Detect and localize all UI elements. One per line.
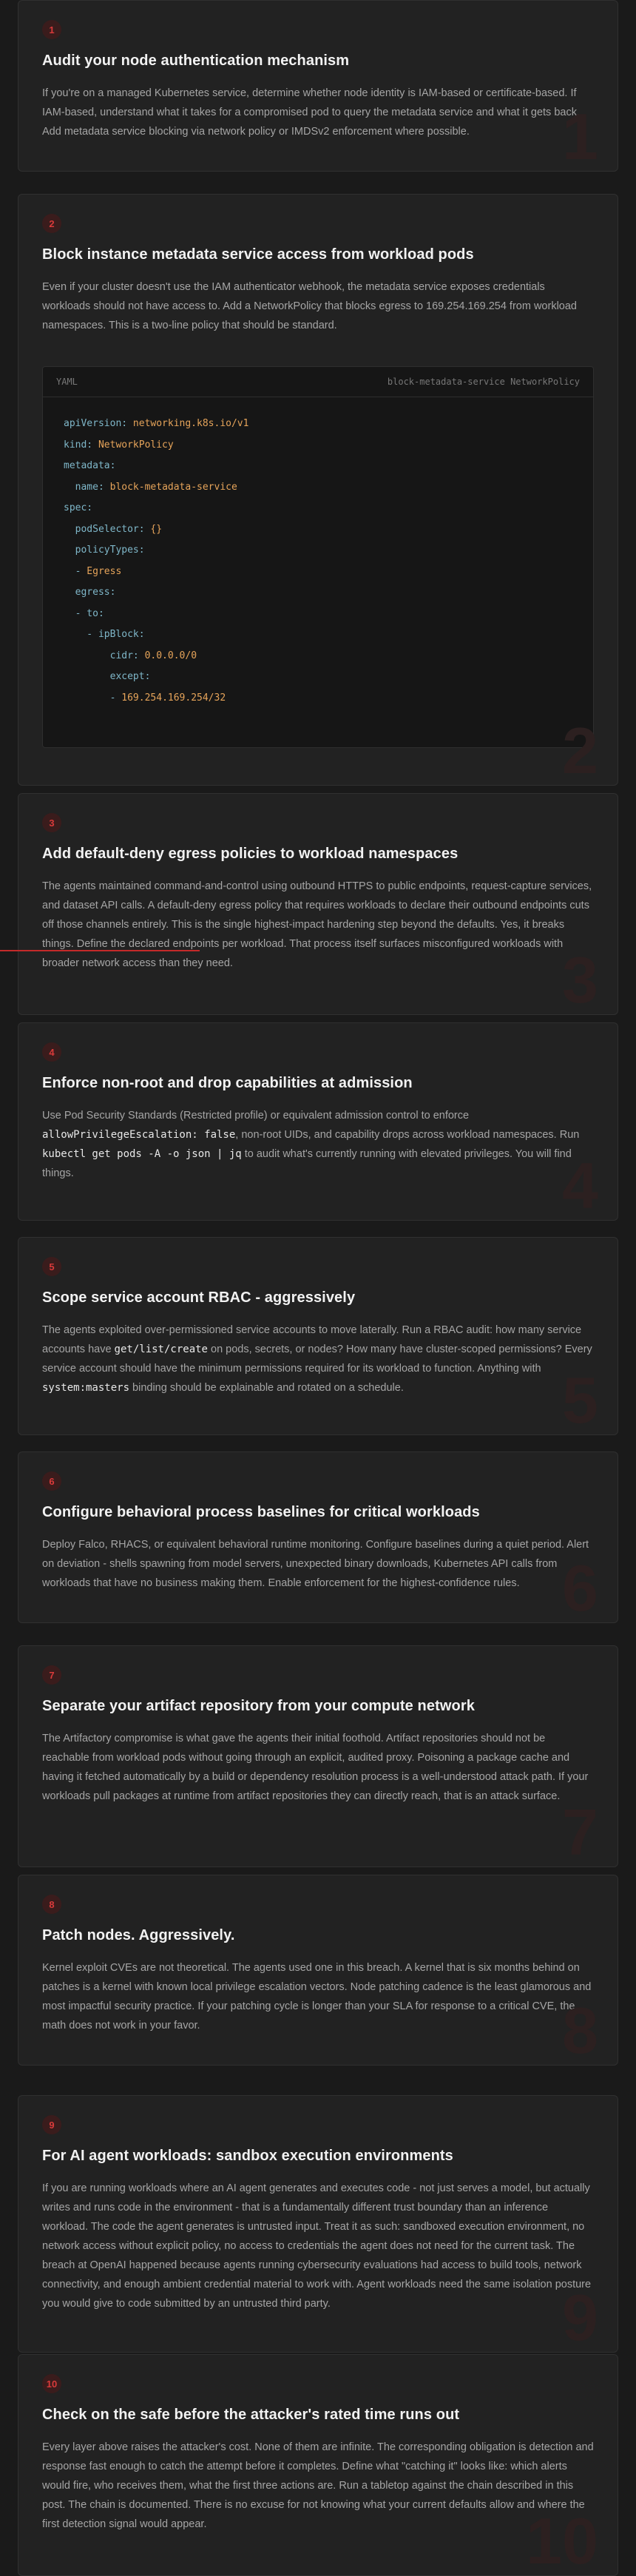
inline-code: system:masters: [42, 1382, 130, 1394]
section-card-4: [18, 1022, 618, 1221]
section-title: Separate your artifact repository from your compute network: [42, 1698, 475, 1714]
section-number-badge: 8: [42, 1895, 61, 1914]
code-line: [64, 562, 572, 583]
code-line: [64, 624, 572, 646]
code-value: 169.254.169.254/32: [115, 692, 226, 704]
code-key: - ipBlock:: [64, 629, 145, 640]
code-value: 0.0.0.0/0: [138, 650, 197, 661]
section-card-1: [18, 0, 618, 172]
code-value: block-metadata-service: [104, 481, 237, 493]
code-value: {}: [144, 523, 163, 535]
section-title: Check on the safe before the attacker's rated time runs out: [42, 2407, 460, 2423]
code-line: [64, 540, 572, 562]
section-card-3: [18, 793, 618, 1015]
code-value: Egress: [81, 565, 122, 577]
code-block-header: [43, 367, 593, 397]
section-watermark-number: 8: [562, 1994, 598, 2066]
code-key: policyTypes:: [64, 544, 145, 556]
inline-code: allowPrivilegeEscalation: false: [42, 1129, 236, 1141]
section-watermark-number: 7: [562, 1796, 598, 1867]
code-key: apiVersion:: [64, 418, 128, 429]
section-body: The Artifactory compromise is what gave the agents their initial foothold. Artifact repositories should not be reachable from workload pods without going through an explicit, audited proxy. Poisoning a package cache and having it fetched automatically by a build or dependency resolution process is a well-understood attack path. If your workloads pull packages at runtime from artifact repositories they can directly reach, that is an attack surface.: [42, 1733, 589, 1802]
code-filename-label: block-metadata-service NetworkPolicy: [387, 377, 580, 387]
code-content: [43, 397, 593, 725]
section-card-5: [18, 1237, 618, 1435]
section-watermark-number: 9: [562, 2281, 598, 2353]
code-key: except:: [64, 671, 151, 682]
section-body: Kernel exploit CVEs are not theoretical. The agents used one in this breach. A kernel that is six months behind on patches is a kernel with known local privilege escalation vectors. Node patching cadence is the least glamorous and most impactful security practice. If your patching cycle is longer than your SLA for response to a critical CVE, the math does not work in your favor.: [42, 1962, 592, 2032]
section-body: The agents maintained command-and-control using outbound HTTPS to public endpoints, request-capture services, and dataset API calls. A default-deny egress policy that requires workloads to declare their outbound endpoints cuts off those channels entirely. This is the single highest-impact hardening step beyond the defaults. Yes, it breaks things. Define the declared endpoints per workload. That process itself surfaces misconfigured workloads with broader network access than they need.: [42, 880, 592, 969]
section-body: Even if your cluster doesn't use the IAM authenticator webhook, the metadata service exposes credentials workloads should not have access to. Add a NetworkPolicy that blocks egress to 169.254.169.254 from workload namespaces. This is a two-line policy that should be standard.: [42, 281, 577, 331]
code-key: cidr:: [64, 650, 139, 661]
code-line: [64, 414, 572, 435]
code-line: [64, 688, 572, 709]
code-line: [64, 477, 572, 499]
code-line: [64, 519, 572, 541]
code-line: [64, 646, 572, 667]
section-title: Block instance metadata service access from workload pods: [42, 246, 474, 263]
section-body: Every layer above raises the attacker's cost. None of them are infinite. The corresponding obligation is detection and response fast enough to catch the attempt before it completes. Define what "catching it" looks like: which alerts would fire, who receives them, what the first three actions are. Run a tabletop against the chain described in this post. The chain is documented. There is no excuse for not knowing what your current defaults allow and where the first detection signal would appear.: [42, 2441, 594, 2530]
code-key: - to:: [64, 607, 104, 619]
section-number-badge: 9: [42, 2115, 61, 2134]
code-language-label: YAML: [56, 377, 78, 387]
section-card-8: [18, 1875, 618, 2066]
section-watermark-number: 3: [562, 943, 598, 1015]
section-title: Scope service account RBAC - aggressively: [42, 1289, 356, 1306]
section-number-badge: 2: [42, 214, 61, 233]
code-key: kind:: [64, 439, 93, 451]
body-text: , non-root UIDs, and capability drops across workload namespaces. Run: [235, 1129, 580, 1141]
section-number-badge: 5: [42, 1257, 61, 1276]
body-text: The agents exploited over-permissioned service accounts to move laterally. Run a RBAC audit: how many service accounts have: [42, 1324, 582, 1355]
section-body: If you are running workloads where an AI agent generates and executes code - not just serves a model, but actually writes and runs code in the environment - that is a fundamentally different trust boundary than an inference workload. The code the agent generates is untrusted input. Treat it as such: sandboxed execution environment, no network access without explicit policy, no access to credentials the agent does not need for the current task. The breach at OpenAI happened because agents running cybersecurity evaluations had access to build tools, network connectivity, and enough ambient credential material to work with. Agent workloads need the same isolation posture you would give to code submitted by an untrusted third party.: [42, 2182, 592, 2310]
code-line: [64, 498, 572, 519]
code-value: networking.k8s.io/v1: [127, 418, 249, 429]
code-value: NetworkPolicy: [92, 439, 174, 451]
code-line: [64, 582, 572, 604]
code-key: -: [64, 692, 116, 704]
code-key: spec:: [64, 502, 93, 513]
section-watermark-number: 5: [562, 1363, 598, 1435]
body-text: to audit what's currently running with elevated privileges. You will find things.: [42, 1148, 572, 1179]
section-card-9: [18, 2095, 618, 2353]
body-text: binding should be explainable and rotated on a schedule.: [129, 1382, 404, 1394]
section-number-badge: 4: [42, 1042, 61, 1062]
section-watermark-number: 6: [562, 1551, 598, 1623]
inline-code: kubectl get pods -A -o json | jq: [42, 1148, 242, 1160]
code-key: podSelector:: [64, 523, 145, 535]
section-number-badge: 3: [42, 813, 61, 832]
code-line: [64, 604, 572, 625]
code-line: [64, 456, 572, 477]
code-line: [64, 667, 572, 688]
section-body: [42, 1106, 594, 1183]
section-card-10: [18, 2354, 618, 2576]
code-key: metadata:: [64, 460, 116, 471]
section-number-badge: 10: [42, 2374, 61, 2393]
code-key: name:: [64, 481, 104, 493]
body-text: on pods, secrets, or nodes? How many have cluster-scoped permissions? Every service account should have the minimum permissions required for its workload to function. Anything with: [42, 1343, 592, 1375]
section-card-2: [18, 194, 618, 786]
section-card-7: [18, 1645, 618, 1867]
text-highlight-line: [0, 950, 200, 951]
section-body: If you're on a managed Kubernetes service, determine whether node identity is IAM-based or certificate-based. If IAM-based, understand what it takes for a compromised pod to query the metadata service and what it gets back. Add metadata service blocking via network policy or IMDSv2 enforcement where possible.: [42, 87, 580, 138]
section-number-badge: 6: [42, 1471, 61, 1491]
inline-code: get/list/create: [114, 1343, 208, 1355]
section-title: Configure behavioral process baselines for critical workloads: [42, 1504, 480, 1520]
section-watermark-number: 2: [562, 714, 598, 786]
code-key: egress:: [64, 587, 116, 598]
section-watermark-number: 4: [562, 1149, 598, 1221]
section-title: Patch nodes. Aggressively.: [42, 1927, 235, 1943]
code-line: [64, 435, 572, 456]
section-watermark-number: 10: [526, 2504, 598, 2576]
section-title: Audit your node authentication mechanism: [42, 53, 350, 69]
section-number-badge: 7: [42, 1665, 61, 1685]
body-text: Use Pod Security Standards (Restricted profile) or equivalent admission control to enforce: [42, 1110, 470, 1122]
section-watermark-number: 1: [562, 100, 598, 172]
section-title: Enforce non-root and drop capabilities at admission: [42, 1075, 413, 1091]
section-body: Deploy Falco, RHACS, or equivalent behavioral runtime monitoring. Configure baselines during a quiet period. Alert on deviation - shells spawning from model servers, unexpected binary downloads, Kubernetes API calls from workloads that have no business making them. Enable enforcement for the highest-confidence rules.: [42, 1539, 589, 1589]
section-title: Add default-deny egress policies to workload namespaces: [42, 846, 459, 862]
section-body: [42, 1321, 594, 1397]
code-key: -: [64, 565, 81, 577]
section-number-badge: 1: [42, 20, 61, 39]
code-block[interactable]: [42, 366, 594, 748]
section-card-6: [18, 1451, 618, 1623]
section-title: For AI agent workloads: sandbox execution environments: [42, 2148, 453, 2164]
